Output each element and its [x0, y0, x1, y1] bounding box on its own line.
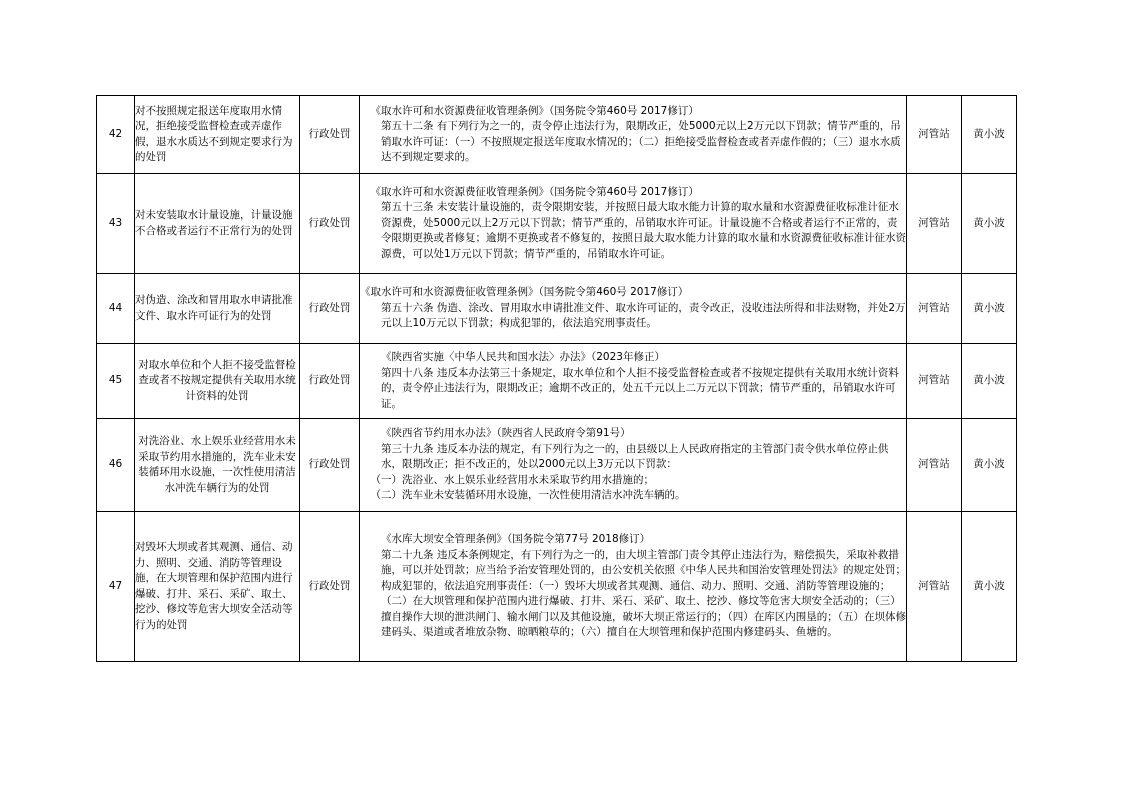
penalty-item: 对伪造、涂改和冒用取水申请批准文件、取水许可证行为的处罚 [135, 274, 300, 344]
penalty-type: 行政处罚 [300, 96, 360, 174]
row-number: 42 [97, 96, 135, 174]
responsible-dept: 河管站 [907, 174, 962, 274]
table-row [97, 96, 1017, 174]
responsible-person: 黄小波 [962, 344, 1017, 419]
row-number: 47 [97, 512, 135, 662]
row-number: 44 [97, 274, 135, 344]
row-number: 46 [97, 419, 135, 512]
legal-basis [360, 344, 907, 419]
basis-clause: （一）洗浴业、水上娱乐业经营用水未采取节约用水措施的； [370, 473, 654, 486]
legal-basis [360, 96, 907, 174]
responsible-dept: 河管站 [907, 96, 962, 174]
responsible-dept: 河管站 [907, 419, 962, 512]
legal-basis [360, 174, 907, 274]
penalty-item: 对毁坏大坝或者其观测、通信、动力、照明、交通、消防等管理设施，在大坝管理和保护范围内进行爆破、打井、采石、采矿、取土、挖沙、修坟等危害大坝安全活动等行为的处罚 [135, 512, 300, 662]
penalty-item: 对取水单位和个人拒不接受监督检查或者不按规定提供有关取用水统计资料的处罚 [135, 344, 300, 419]
basis-title: 《取水许可和水资源费征收管理条例》（国务院令第460号 2017修订） [370, 104, 699, 117]
responsible-dept: 河管站 [907, 344, 962, 419]
penalty-item: 对不按照规定报送年度取用水情况，拒绝接受监督检查或弄虚作假，退水水质达不到规定要求行为的处罚 [135, 96, 300, 174]
basis-text: 第五十二条 有下列行为之一的，责令停止违法行为，限期改正，处5000元以上2万元以下罚款；情节严重的，吊销取水许可证：（一）不按照规定报送年度取水情况的；（二）拒绝接受监督检查或者弄虚作假的；（三）退水水质达不到规定要求的。 [381, 120, 901, 163]
legal-basis [360, 512, 907, 662]
table-row [97, 344, 1017, 419]
responsible-person: 黄小波 [962, 274, 1017, 344]
row-number: 43 [97, 174, 135, 274]
penalty-type: 行政处罚 [300, 512, 360, 662]
penalty-type: 行政处罚 [300, 174, 360, 274]
table-row [97, 274, 1017, 344]
penalty-table [96, 95, 1017, 662]
basis-text: 第五十六条 伪造、涂改、冒用取水申请批准文件、取水许可证的，责令改正，没收违法所得和非法财物，并处2万元以上10万元以下罚款；构成犯罪的，依法追究刑事责任。 [381, 301, 906, 330]
penalty-item: 对洗浴业、水上娱乐业经营用水未采取节约用水措施的，洗车业未安装循环用水设施，一次性使用清洁水冲洗车辆行为的处罚 [135, 419, 300, 512]
legal-basis [360, 274, 907, 344]
basis-text: 第二十九条 违反本条例规定，有下列行为之一的，由大坝主管部门责令其停止违法行为，赔偿损失，采取补救措施，可以并处罚款；应当给予治安管理处罚的，由公安机关依照《中华人民共和国治安管理处罚法》的规定处罚；构成犯罪的，依法追究刑事责任：（一）毁坏大坝或者其观测、通信、动力、照明、交通、消防等管理设施的；（二）在大坝管理和保护范围内进行爆破、打井、采石、采矿、取土、挖沙、修坟等危害大坝安全活动的；（三）擅自操作大坝的泄洪闸门、输水闸门以及其他设施，破坏大坝正常运行的；（四）在库区内围垦的；（五）在坝体修建码头、渠道或者堆放杂物、晾晒粮草的；（六）擅自在大坝管理和保护范围内修建码头、鱼塘的。 [381, 548, 906, 639]
responsible-person: 黄小波 [962, 96, 1017, 174]
basis-title: 《陕西省实施〈中华人民共和国水法〉办法》（2023年修正） [381, 351, 665, 363]
basis-title: 《取水许可和水资源费征收管理条例》（国务院令第460号 2017修订） [360, 286, 689, 299]
table-row [97, 512, 1017, 662]
basis-title: 《取水许可和水资源费征收管理条例》（国务院令第460号 2017修订） [370, 185, 699, 198]
basis-title: 《陕西省节约用水办法》（陕西省人民政府令第91号） [381, 427, 631, 440]
penalty-type: 行政处罚 [300, 344, 360, 419]
responsible-dept: 河管站 [907, 512, 962, 662]
penalty-type: 行政处罚 [300, 274, 360, 344]
responsible-dept: 河管站 [907, 274, 962, 344]
penalty-item: 对未安装取水计量设施，计量设施不合格或者运行不正常行为的处罚 [135, 174, 300, 274]
basis-clause: （二）洗车业未安装循环用水设施，一次性使用清洁水冲洗车辆的。 [370, 489, 686, 502]
basis-title: 《水库大坝安全管理条例》（国务院令第77号 2018修订） [381, 533, 651, 546]
responsible-person: 黄小波 [962, 419, 1017, 512]
table-row [97, 419, 1017, 512]
basis-text: 第四十八条 违反本办法第三十条规定，取水单位和个人拒不接受监督检查或者不按规定提供有关取用水统计资料的，责令停止违法行为，限期改正；逾期不改正的，处五千元以上二万元以下罚款；情节严重的，吊销取水许可证。 [381, 366, 899, 410]
basis-text: 第三十九条 违反本办法的规定，有下列行为之一的，由县级以上人民政府指定的主管部门责令供水单位停止供水，限期改正；拒不改正的，处以2000元以上3万元以下罚款： [381, 442, 889, 471]
penalty-type: 行政处罚 [300, 419, 360, 512]
row-number: 45 [97, 344, 135, 419]
responsible-person: 黄小波 [962, 174, 1017, 274]
legal-basis [360, 419, 907, 512]
table-row [97, 174, 1017, 274]
basis-text: 第五十三条 未安装计量设施的，责令限期安装，并按照日最大取水能力计算的取水量和水资源费征收标准计征水资源费，处5000元以上2万元以下罚款；情节严重的，吊销取水许可证。计量设施不合格或者运行不正常的，责令限期更换或者修复；逾期不更换或者不修复的，按照日最大取水能力计算的取水量和水资源费征收标准计征水资源费，可以处1万元以下罚款；情节严重的，吊销取水许可证。 [381, 201, 906, 260]
responsible-person: 黄小波 [962, 512, 1017, 662]
